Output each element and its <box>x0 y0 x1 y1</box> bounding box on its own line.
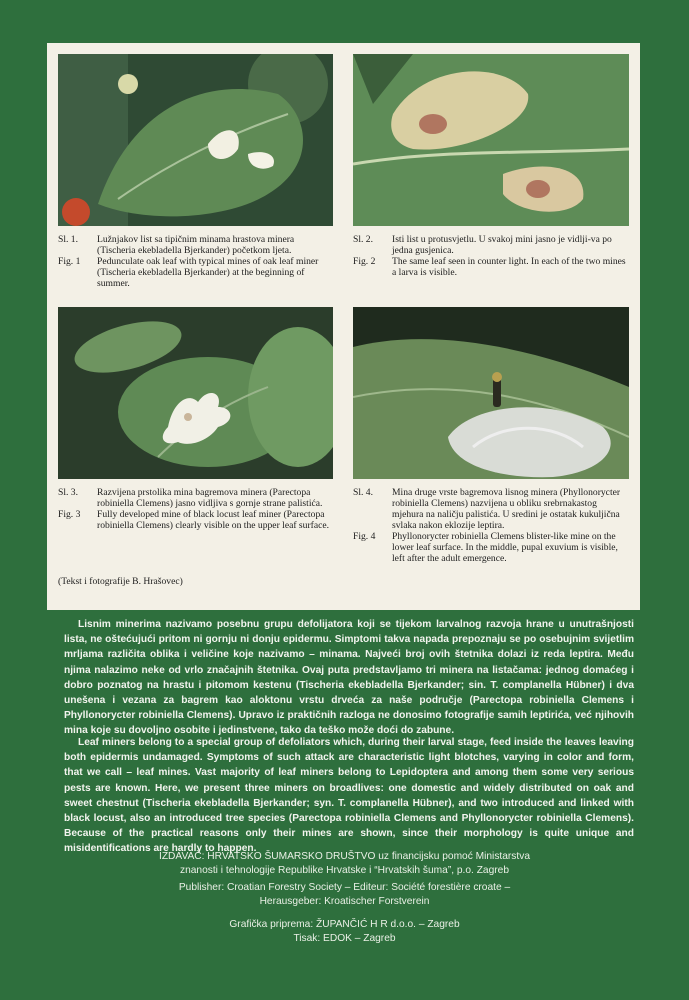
figure-panel <box>47 43 640 610</box>
caption-figure-4 <box>353 487 629 564</box>
publisher-line-intl-1: Publisher: Croatian Forestry Society – Editeur: Société forestière croate – <box>178 882 511 894</box>
caption-figure-2 <box>353 234 629 278</box>
caption-figure-3 <box>58 487 333 531</box>
caption-text-en: The same leaf seen in counter light. In each of the two mines a larva is visible. <box>392 256 626 278</box>
print-line: Tisak: EDOK – Zagreb <box>293 932 396 944</box>
photo-locust-finger-mine <box>58 307 333 479</box>
graphic-prep-line: Grafička priprema: ŽUPANČIĆ H R d.o.o. – Zagreb <box>229 919 460 931</box>
caption-label-en: Fig. 2 <box>353 256 376 267</box>
caption-label-hr: Sl. 4. <box>353 487 373 498</box>
photo-credit: (Tekst i fotografije B. Hrašovec) <box>58 576 183 587</box>
caption-text-en: Phyllonorycter robiniella Clemens blister-like mine on the lower leaf surface. In the middle, pupal exuvium is visible, left after the adult emergence. <box>392 531 618 564</box>
publisher-line-intl-2: Herausgeber: Kroatischer Forstverein <box>259 895 430 907</box>
body-paragraph-croatian: Lisnim minerima nazivamo posebnu grupu defolijatora koji se tijekom larvalnog razvoja hrane u unutrašnjosti lista, ne oštećujući pritom ni gornju ni donju epidermu. Simptomi takva napada prepoznaju se po osebujnim svijetlim mrljama različita oblika i veličine koje nazivamo – minama. Najveći broj ovih štetnika dolazi iz reda leptira. Među njima nalazimo neke od vrlo značajnih štetnika. Ovaj puta predstavljamo tri minera na listačama: jednog domaćeg i dobro poznatog na hrastu i pitomom kestenu (Tischeria ekebladella Bjerkander; sin. T. complanella Hübner) i dva unešena i vezana za bagrem kao aloktonu vrstu drveća za naše područje (Parectopa robiniella Clemens i Phyllonorycter robiniella Clemens). Upravo iz praktičnih razloga ne donosimo fotografije samih leptirića, već njihovih mina koje su dovoljno osobite i jedinstvene, tako da teško može doći do zabune. <box>64 619 634 737</box>
photo-locust-blister-mine <box>353 307 629 479</box>
caption-label-hr: Sl. 3. <box>58 487 78 498</box>
imprint <box>0 850 689 946</box>
caption-text-en: Pedunculate oak leaf with typical mines of oak leaf miner (Tischeria ekebladella Bjerkander) at the beginning of summer. <box>97 256 319 289</box>
caption-text-hr: Lužnjakov list sa tipičnim minama hrastova minera (Tischeria ekebladella Bjerkander) početkom ljeta. <box>97 234 295 256</box>
caption-text-hr: Isti list u protusvjetlu. U svakoj mini jasno je vidlji-va po jedna gusjenica. <box>392 234 612 256</box>
photo-oak-leaf-mines <box>58 54 333 226</box>
caption-label-en: Fig. 3 <box>58 509 81 520</box>
publisher-line-hr-2: znanosti i tehnologije Republike Hrvatske i “Hrvatskih šuma”, p.o. Zagreb <box>180 864 509 876</box>
caption-text-hr: Mina druge vrste bagremova lisnog minera (Phyllonorycter robiniella Clemens) nazvijena u obliku srebrnakastog mjehura na naličju palistića. U sredini je ostatak kukuljična svlaka nakon eklozije leptira. <box>392 487 621 531</box>
body-paragraph-english: Leaf miners belong to a special group of defoliators which, during their larval stage, feed inside the leaves leaving both epidermis undamaged. Symptoms of such attack are characteristic light blotches, varying in color and form, that we call – leaf mines. Vast majority of leaf miners belong to Lepidoptera and among them some very serious pests are known. Here, we present three miners on broadlives: one domestic and widely distributed on oak and sweet chestnut (Tischeria ekebladella Bjerkander; syn. T. complanella Hübner), and two introduced and linked with black locust, also an introduced tree species (Parectopa robiniella Clemens and Phyllonorycter robiniella Clemens). Because of the practical reasons only their mines are shown, since their morphology is quite unique and misidentifications are hardly to happen. <box>64 737 634 855</box>
caption-label-en: Fig. 4 <box>353 531 376 542</box>
caption-label-hr: Sl. 2. <box>353 234 373 245</box>
caption-text-en: Fully developed mine of black locust leaf miner (Parectopa robiniella Clemens) clearly visible on the upper leaf surface. <box>97 509 330 531</box>
caption-label-hr: Sl. 1. <box>58 234 78 245</box>
publisher-line-hr-1: IZDAVAČ: HRVATSKO ŠUMARSKO DRUŠTVO uz financijsku pomoć Ministarstva <box>159 851 530 862</box>
caption-text-hr: Razvijena prstolika mina bagremova minera (Parectopa robiniella Clemens) jasno vidljiva s gornje strane palistića. <box>97 487 323 509</box>
photo-counter-light <box>353 54 629 226</box>
caption-label-en: Fig. 1 <box>58 256 81 267</box>
caption-figure-1 <box>58 234 333 289</box>
